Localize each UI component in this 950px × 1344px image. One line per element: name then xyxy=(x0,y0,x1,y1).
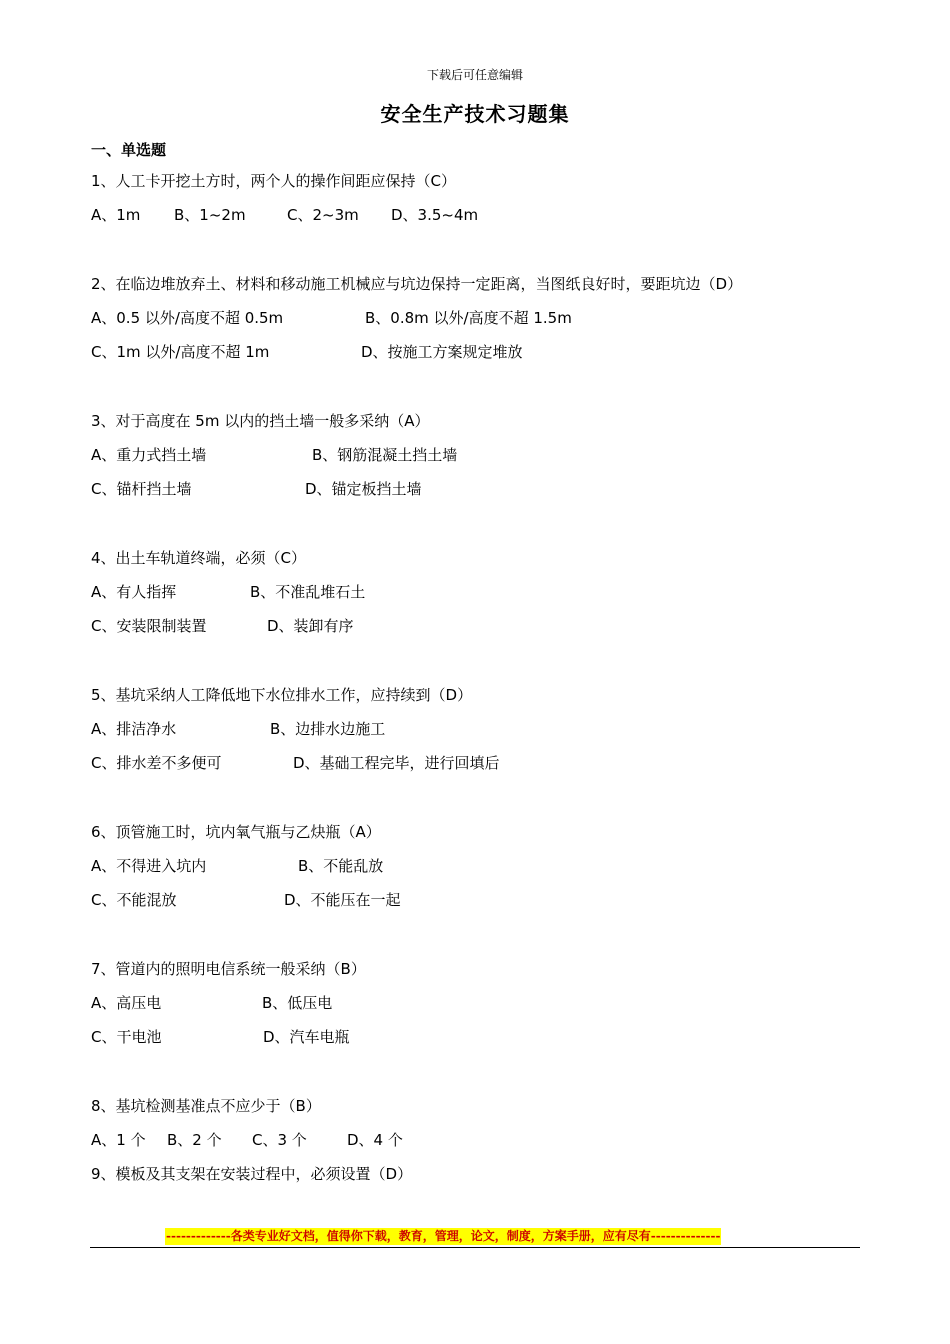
option-b: B、0.8m 以外/高度不超 1.5m xyxy=(365,309,572,327)
option-c: C、排水差不多便可 xyxy=(91,754,222,772)
question-stem: 4、出土车轨道终端，必须（C） xyxy=(91,549,307,567)
option-c: C、3 个 xyxy=(252,1131,307,1149)
option-d: D、基础工程完毕，进行回填后 xyxy=(293,754,500,772)
option-a: A、有人指挥 xyxy=(91,583,177,601)
option-b: B、钢筋混凝土挡土墙 xyxy=(312,446,458,464)
question-stem: 9、模板及其支架在安装过程中，必须设置（D） xyxy=(91,1165,413,1183)
option-c: C、1m 以外/高度不超 1m xyxy=(91,343,270,361)
option-b: B、低压电 xyxy=(262,994,333,1012)
question-stem: 5、基坑采纳人工降低地下水位排水工作，应持续到（D） xyxy=(91,686,473,704)
option-a: A、1m xyxy=(91,206,141,224)
question-stem: 3、对于高度在 5m 以内的挡土墙一般多采纳（A） xyxy=(91,412,430,430)
option-d: D、3.5~4m xyxy=(391,206,479,224)
page-title: 安全生产技术习题集 xyxy=(380,102,570,126)
option-d: D、装卸有序 xyxy=(267,617,354,635)
option-a: A、高压电 xyxy=(91,994,162,1012)
option-b: B、1~2m xyxy=(174,206,246,224)
option-b: B、不能乱放 xyxy=(298,857,384,875)
option-c: C、2~3m xyxy=(287,206,359,224)
section-heading: 一、单选题 xyxy=(91,141,167,159)
option-a: A、1 个 xyxy=(91,1131,146,1149)
option-c: C、干电池 xyxy=(91,1028,162,1046)
question-stem: 6、顶管施工时，坑内氧气瓶与乙炔瓶（A） xyxy=(91,823,381,841)
option-c: C、锚杆挡土墙 xyxy=(91,480,192,498)
option-c: C、安装限制装置 xyxy=(91,617,207,635)
option-d: D、不能压在一起 xyxy=(284,891,401,909)
question-stem: 7、管道内的照明电信系统一般采纳（B） xyxy=(91,960,366,978)
question-stem: 8、基坑检测基准点不应少于（B） xyxy=(91,1097,321,1115)
option-a: A、排洁净水 xyxy=(91,720,177,738)
footer-divider xyxy=(90,1247,860,1248)
question-stem: 2、在临边堆放弃土、材料和移动施工机械应与坑边保持一定距离，当图纸良好时，要距坑边（D） xyxy=(91,275,743,293)
option-a: A、重力式挡土墙 xyxy=(91,446,207,464)
option-d: D、按施工方案规定堆放 xyxy=(361,343,523,361)
header-note: 下载后可任意编辑 xyxy=(426,68,523,82)
option-d: D、4 个 xyxy=(347,1131,403,1149)
option-d: D、汽车电瓶 xyxy=(263,1028,350,1046)
option-d: D、锚定板挡土墙 xyxy=(305,480,422,498)
option-a: A、不得进入坑内 xyxy=(91,857,207,875)
footer-banner: -------------各类专业好文档，值得你下载，教育，管理，论文，制度，方案手册，应有尽有-------------- xyxy=(166,1229,721,1243)
question-stem: 1、人工卡开挖土方时，两个人的操作间距应保持（C） xyxy=(91,172,457,190)
option-b: B、不准乱堆石土 xyxy=(250,583,366,601)
option-b: B、2 个 xyxy=(167,1131,222,1149)
option-c: C、不能混放 xyxy=(91,891,177,909)
option-b: B、边排水边施工 xyxy=(270,720,386,738)
option-a: A、0.5 以外/高度不超 0.5m xyxy=(91,309,284,327)
